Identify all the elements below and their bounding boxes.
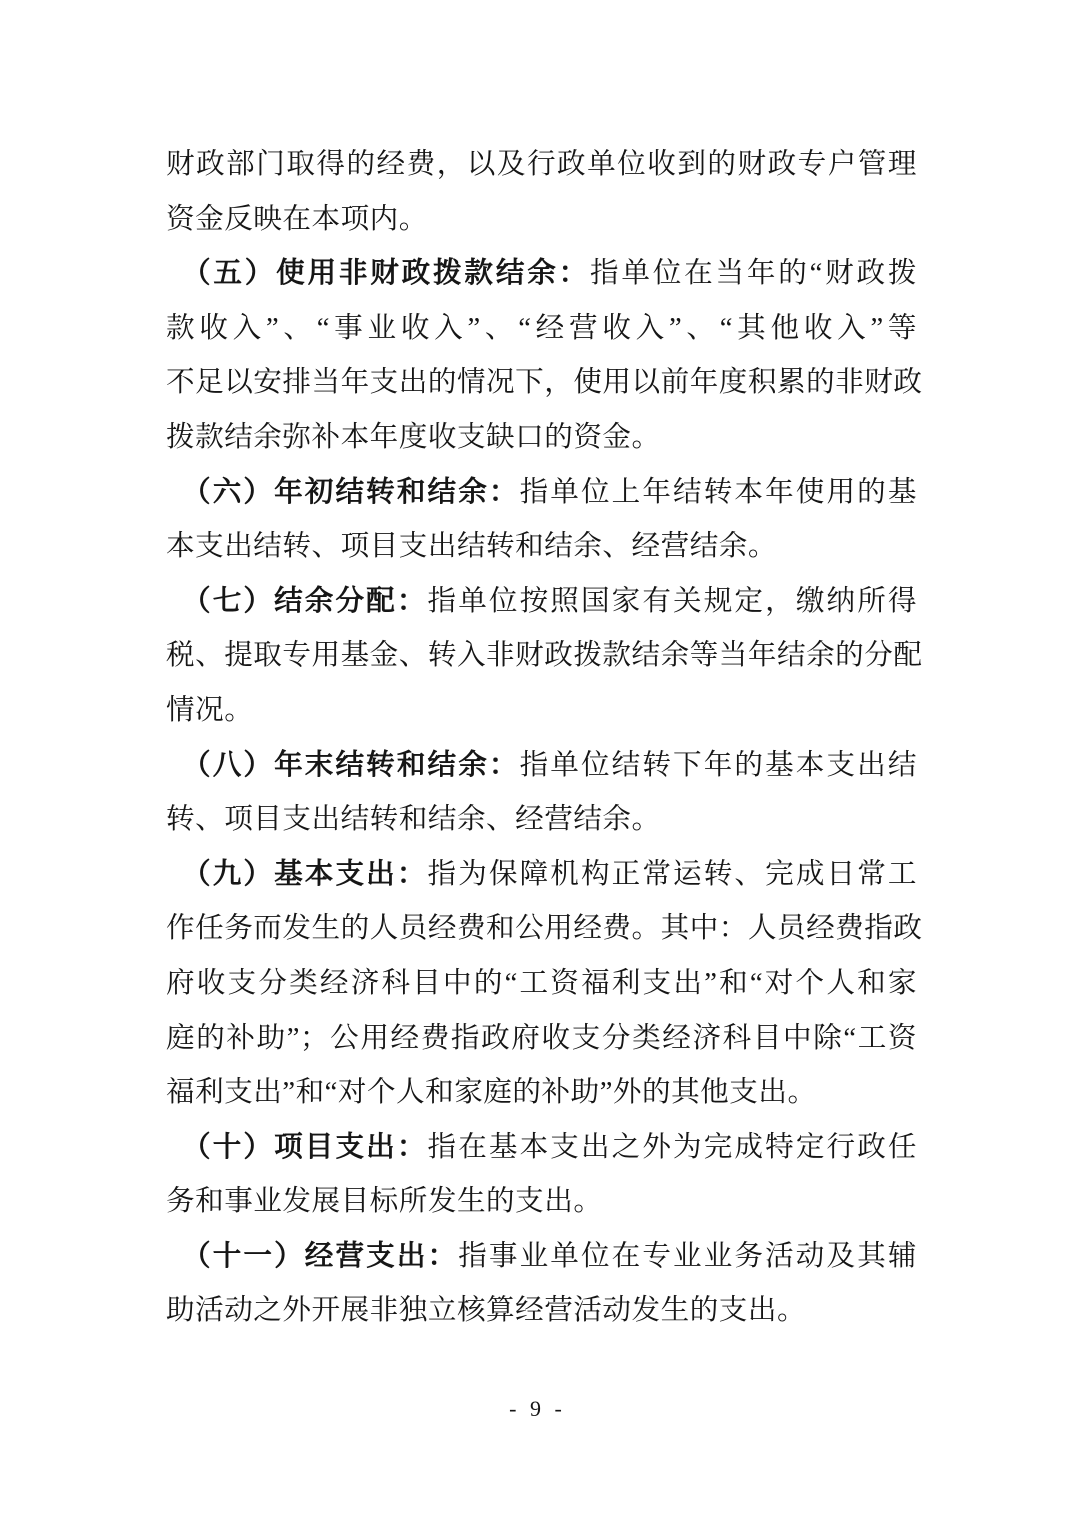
line-text: 助活动之外开展非独立核算经营活动发生的支出。 [166,1295,807,1327]
line-text: 款收入”、“事业收入”、“经营收入”、“其他收入”等 [166,312,917,344]
line-text: 税、提取专用基金、转入非财政拨款结余等当年结余的分配 [166,640,923,672]
line-text: 庭的补助”；公用经费指政府收支分类经济科目中除“工资 [166,1022,917,1054]
line-text: 务和事业发展目标所发生的支出。 [166,1186,603,1218]
body-text [166,138,923,1339]
line-text: 指在基本支出之外为完成特定行政任 [427,1131,917,1163]
text-line [166,1284,917,1339]
text-line [166,902,923,957]
line-text: 情况。 [166,694,254,726]
clause-term: （八）年末结转和结余： [182,749,520,781]
text-line [166,356,923,411]
text-line [166,138,917,193]
line-text: 拨款结余弥补本年度收支缺口的资金。 [166,421,661,453]
text-line [166,1012,917,1067]
text-line [166,684,917,739]
text-line [166,1121,917,1176]
text-line [166,739,917,794]
line-text: 指单位上年结转本年使用的基 [519,476,917,508]
text-line [166,793,917,848]
clause-term: （十一）经营支出： [182,1240,459,1272]
clause-term: （五）使用非财政拨款结余： [182,258,590,290]
text-line [166,575,917,630]
line-text: 指事业单位在专业业务活动及其辅 [458,1240,917,1272]
text-line [166,848,917,903]
text-line [166,302,917,357]
text-line [166,957,917,1012]
line-text: 作任务而发生的人员经费和公用经费。其中：人员经费指政 [166,913,923,945]
clause-term: （九）基本支出： [182,858,428,890]
line-text: 转、项目支出结转和结余、经营结余。 [166,804,661,836]
page-number: - 9 - [509,1396,566,1421]
line-text: 指单位结转下年的基本支出结 [519,749,917,781]
text-line [166,466,917,521]
line-text: 不足以安排当年支出的情况下，使用以前年度积累的非财政 [166,367,923,399]
text-line [166,193,917,248]
line-text: 指为保障机构正常运转、完成日常工 [427,858,917,890]
text-line [166,411,917,466]
line-text: 本支出结转、项目支出结转和结余、经营结余。 [166,531,777,563]
clause-term: （十）项目支出： [182,1131,428,1163]
text-line [166,1175,917,1230]
line-text: 指单位在当年的“财政拨 [589,258,917,290]
text-line [166,247,917,302]
clause-term: （六）年初结转和结余： [182,476,520,508]
text-line [166,1066,917,1121]
line-text: 福利支出”和“对个人和家庭的补助”外的其他支出。 [166,1077,817,1109]
clause-term: （七）结余分配： [182,585,428,617]
text-line [166,520,917,575]
line-text: 财政部门取得的经费，以及行政单位收到的财政专户管理 [166,149,917,180]
line-text: 指单位按照国家有关规定，缴纳所得 [427,585,917,617]
text-line [166,1230,917,1285]
line-text: 资金反映在本项内。 [166,203,428,235]
text-line [166,629,923,684]
line-text: 府收支分类经济科目中的“工资福利支出”和“对个人和家 [166,967,917,999]
